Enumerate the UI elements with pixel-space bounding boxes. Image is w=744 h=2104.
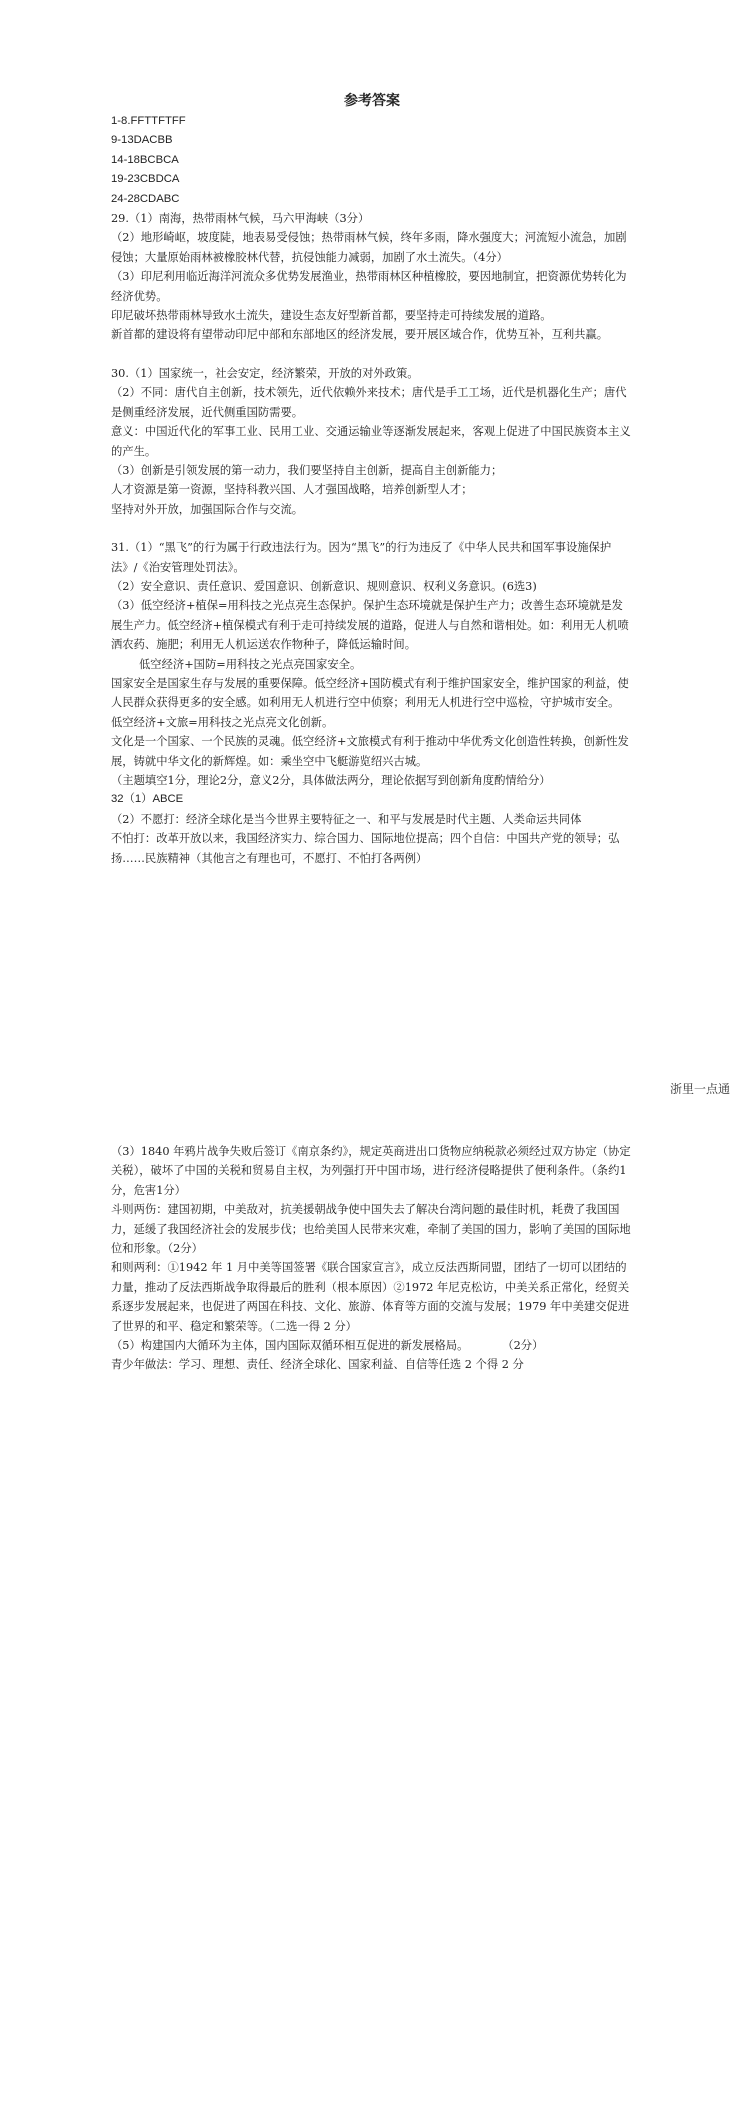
q31-line: 低空经济+国防=用科技之光点亮国家安全。 <box>139 657 362 671</box>
q32-continued-section <box>111 1142 632 1375</box>
q30-line: （3）创新是引领发展的第一动力，我们要坚持自主创新，提高自主创新能力； <box>111 463 503 477</box>
q31-line: （主题填空1分，理论2分，意义2分，具体做法两分，理论依据写到创新角度酌情给分） <box>111 774 551 787</box>
answer-line: 24-28CDABC <box>111 192 180 205</box>
q31-line: （3）低空经济+植保=用科技之光点亮生态保护。保护生态环境就是保护生产力；改善生态环境就是发展生产力。低空经济+植保模式有利于走可持续发展的道路，促进人与自然和谐相处。如：利用无人机喷洒农药、施肥；利用无人机运送农作物种子，降低运输时间。 <box>111 599 629 652</box>
page-title: 参考答案 <box>344 93 400 109</box>
q29-line: 印尼破坏热带雨林导致水土流失，建设生态友好型新首都，要坚持走可持续发展的道路。 <box>111 309 552 323</box>
answer-line: 9-13DACBB <box>111 134 173 147</box>
q31-line: 文化是一个国家、一个民族的灵魂。低空经济+文旅模式有利于推动中华优秀文化创造性转换，创新性发展，铸就中华文化的新辉煌。如：乘坐空中飞艇游览绍兴古城。 <box>111 735 629 768</box>
answer-line: 19-23CBDCA <box>111 173 180 186</box>
q31-line: （2）安全意识、责任意识、爱国意识、创新意识、规则意识、权利义务意识。(6选3) <box>111 579 537 593</box>
q31-line: 低空经济+文旅=用科技之光点亮文化创新。 <box>111 715 334 729</box>
answer-key-section <box>111 112 632 868</box>
q31-line: 31.（1）“黑飞”的行为属于行政违法行为。因为“黑飞”的行为违反了《中华人民共和国军事设施保护法》/《治安管理处罚法》。 <box>111 541 612 574</box>
q30-line: 人才资源是第一资源，坚持科教兴国、人才强国战略，培养创新型人才； <box>111 483 473 497</box>
answer-line: 1-8.FFTTFTFF <box>111 115 186 127</box>
q29-line: （2）地形崎岖，坡度陡，地表易受侵蚀；热带雨林气候，终年多雨，降水强度大；河流短小流急，加剧侵蚀；大量原始雨林被橡胶林代替，抗侵蚀能力减弱，加剧了水土流失。（4分） <box>111 231 627 264</box>
watermark-text: 浙里一点通 <box>669 1082 730 1096</box>
q32b-line: 斗则两伤：建国初期，中美敌对，抗美援朝战争使中国失去了解决台湾问题的最佳时机，耗费了我国国力，延缓了我国经济社会的发展步伐；也给美国人民带来灾难，牵制了美国的国力，影响了美国的国际地位和形象。（2分） <box>111 1203 631 1256</box>
q30-line: 意义：中国近代化的军事工业、民用工业、交通运输业等逐渐发展起来，客观上促进了中国民族资本主义的产生。 <box>111 425 631 458</box>
q32-head: 32（1）ABCE <box>111 793 184 806</box>
answer-line: 14-18BCBCA <box>111 153 179 166</box>
q32b-line: （5）构建国内大循环为主体，国内国际双循环相互促进的新发展格局。 （2分） <box>111 1339 544 1353</box>
q31-line: 国家安全是国家生存与发展的重要保障。低空经济+国防模式有利于维护国家安全，维护国家的利益，使人民群众获得更多的安全感。如利用无人机进行空中侦察；利用无人机进行空中巡检，守护城市安全。 <box>111 676 629 710</box>
q32b-line: （3）1840 年鸦片战争失败后签订《南京条约》，规定英商进出口货物应纳税款必须经过双方协定（协定关税），破坏了中国的关税和贸易自主权，为列强打开中国市场，进行经济侵略提供了便利条件。（条约1分，危害1分） <box>111 1145 631 1197</box>
q30-line: （2）不同：唐代自主创新，技术领先，近代依赖外来技术；唐代是手工工场，近代是机器化生产；唐代是侧重经济发展，近代侧重国防需要。 <box>111 386 627 419</box>
q29-line: 新首都的建设将有望带动印尼中部和东部地区的经济发展，要开展区域合作，优势互补，互利共赢。 <box>111 328 609 342</box>
q30-line: 30.（1）国家统一，社会安定，经济繁荣，开放的对外政策。 <box>111 366 419 380</box>
q32-line: （2）不愿打：经济全球化是当今世界主要特征之一、和平与发展是时代主题、人类命运共同体 <box>111 812 582 826</box>
q32-line: 不怕打：改革开放以来，我国经济实力、综合国力、国际地位提高；四个自信：中国共产党的领导；弘扬……民族精神（其他言之有理也可，不愿打、不怕打各两例） <box>111 832 620 865</box>
q30-line: 坚持对外开放，加强国际合作与交流。 <box>111 502 304 516</box>
q32b-line: 青少年做法：学习、理想、责任、经济全球化、国家利益、自信等任选 2 个得 2 分 <box>111 1358 524 1372</box>
q29-line: 29.（1）南海，热带雨林气候，马六甲海峡（3分） <box>111 212 370 226</box>
q32b-line: 和则两利：①1942 年 1 月中美等国签署《联合国家宣言》，成立反法西斯同盟，团结了一切可以团结的力量，推动了反法西斯战争取得最后的胜利（根本原因）②1972 年尼克松访，中美关系正常化，经贸关系逐步发展起来，也促进了两国在科技、文化、旅游、体育等方面的交流与发展；1979 年中美建交促进了世界的和平、稳定和繁荣等。（二选一得 2 分） <box>111 1261 630 1333</box>
q29-line: （3）印尼利用临近海洋河流众多优势发展渔业，热带雨林区种植橡胶，要因地制宜，把资源优势转化为经济优势。 <box>111 270 627 303</box>
